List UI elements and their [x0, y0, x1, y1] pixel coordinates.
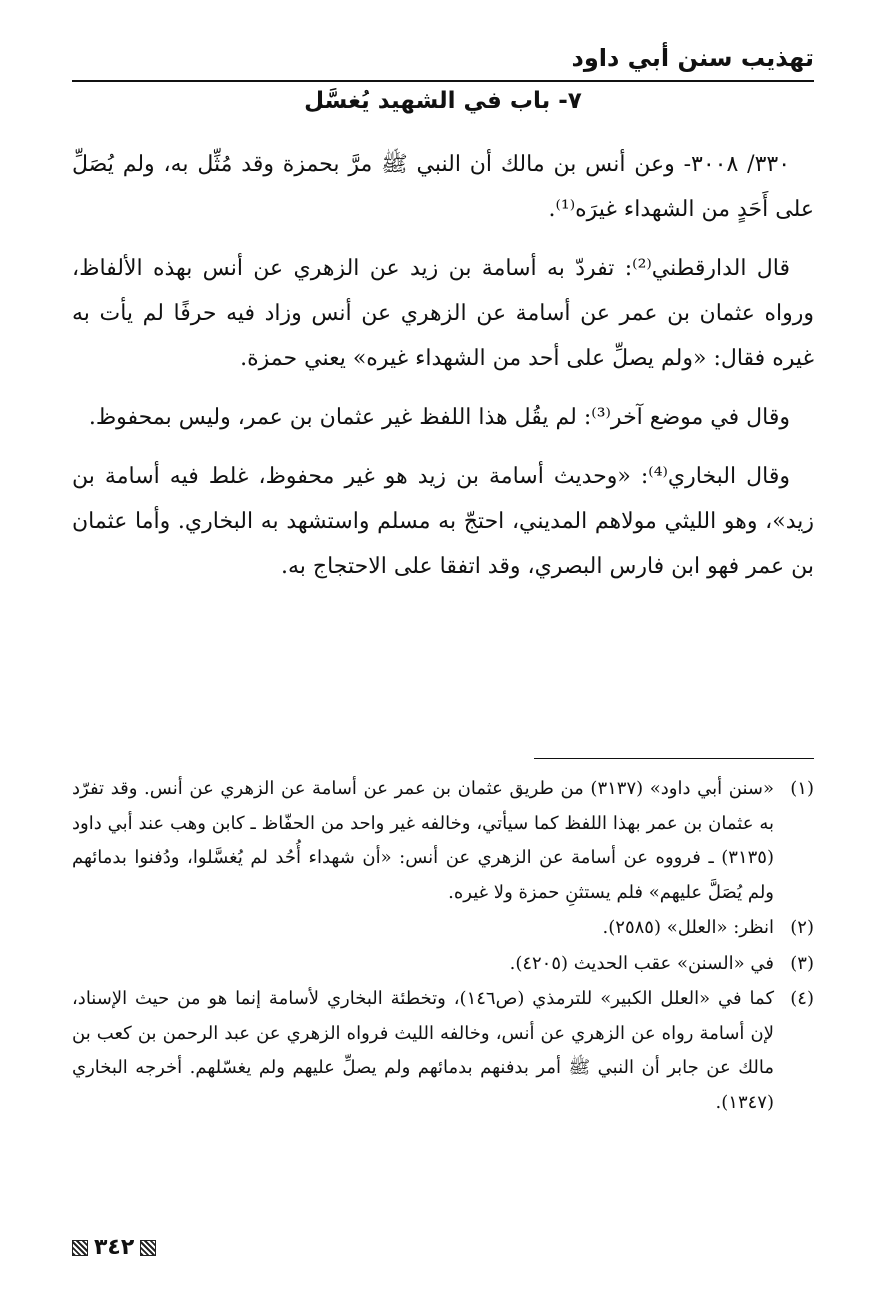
running-title: تهذيب سنن أبي داود: [571, 44, 814, 72]
page-number: ٣٤٢: [94, 1235, 135, 1260]
footnote-item: [72, 947, 814, 982]
main-text: [72, 142, 814, 603]
footnote-divider: [534, 758, 814, 759]
footnote-item: [72, 772, 814, 910]
page-number-block: [72, 1235, 156, 1260]
ornament-icon: [140, 1240, 156, 1256]
book-page: [72, 0, 814, 1290]
running-header: [72, 40, 814, 82]
paragraph-bukhari: وقال البخاري⁽⁴⁾: «وحديث أسامة بن زيد هو غير محفوظ، غلط فيه أسامة بن زيد»، وهو الليثي مولاهم المديني، احتجّ به مسلم واستشهد به البخاري. وأما عثمان بن عمر فهو ابن فارس البصري، وقد اتفقا على الاحتجاج به.: [72, 464, 814, 579]
footnotes: [72, 772, 814, 1121]
paragraph-hadith: ٣٣٠/ ٣٠٠٨- وعن أنس بن مالك أن النبي ﷺ مرَّ بحمزة وقد مُثِّل به، ولم يُصَلِّ على أَحَدٍ من الشهداء غيرَه⁽¹⁾.: [72, 152, 814, 222]
paragraph-daraqutni: قال الدارقطني⁽²⁾: تفردّ به أسامة بن زيد عن الزهري عن أنس بهذه الألفاظ، ورواه عثمان بن عمر عن أسامة عن الزهري عن أنس وزاد فيه حرفًا لم يأت به غيره فقال: «ولم يصلِّ على أحد من الشهداء غيره» يعني حمزة.: [72, 256, 814, 371]
footnote-number: (٤): [790, 988, 814, 1009]
footnote-text: في «السنن» عقب الحديث (٤٢٠٥).: [509, 952, 774, 974]
footnote-text: كما في «العلل الكبير» للترمذي (ص١٤٦)، وتخطئة البخاري لأسامة إنما هو من حيث الإسناد، لإن أسامة رواه عن الزهري عن أنس، وخالفه الليث فرواه الزهري عن عبد الرحمن بن كعب بن مالك عن جابر أن النبي ﷺ أمر بدفنهم بدمائهم ولم يصلِّ عليهم ولم يغسّلهم. أخرجه البخاري (١٣٤٧).: [72, 988, 775, 1113]
footnote-item: [72, 911, 814, 946]
ornament-icon: [72, 1240, 88, 1256]
footnote-text: «سنن أبي داود» (٣١٣٧) من طريق عثمان بن عمر عن أسامة عن الزهري عن أنس. وقد تفرّد به عثمان بن عمر بهذا اللفظ كما سيأتي، وخالفه غير واحد من الحفّاظ ـ كابن وهب عند أبي داود (٣١٣٥) ـ فرووه عن أسامة عن الزهري عن أنس: «أن شهداء أُحُد لم يُغسَّلوا، ودُفنوا بدمائهم ولم يُصَلَّ عليهم» فلم يستثنِ حمزة ولا غيره.: [72, 778, 775, 903]
footnote-item: [72, 982, 814, 1120]
footnote-number: (٣): [790, 952, 814, 974]
chapter-heading: ٧- باب في الشهيد يُغسَّل: [304, 88, 582, 114]
footnote-number: (٢): [790, 917, 814, 938]
footnote-text: انظر: «العلل» (٢٥٨٥).: [602, 917, 774, 938]
paragraph-another-place: وقال في موضع آخر⁽³⁾: لم يقُل هذا اللفظ غير عثمان بن عمر، وليس بمحفوظ.: [88, 405, 790, 430]
footnote-number: (١): [790, 778, 814, 799]
